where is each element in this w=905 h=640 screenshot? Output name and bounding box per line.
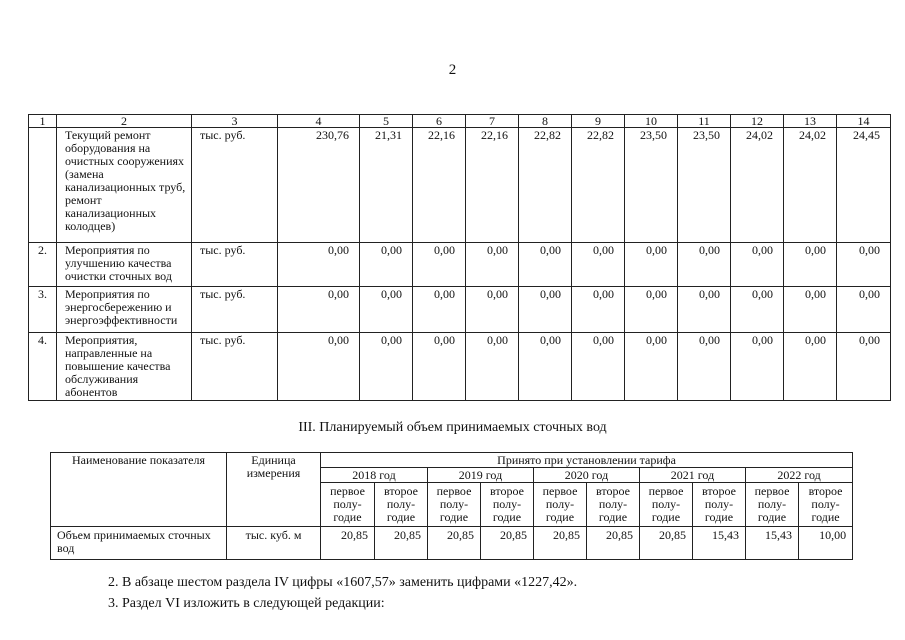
value-cell: 0,00	[466, 287, 519, 333]
value-cell: 0,00	[466, 333, 519, 401]
value-cell: 0,00	[360, 333, 413, 401]
value-cell: 0,00	[731, 333, 784, 401]
year-header: 2021 год	[640, 468, 746, 483]
column-header: 5	[360, 115, 413, 128]
column-header: 8	[519, 115, 572, 128]
row-unit: тыс. руб.	[192, 128, 278, 243]
second-half-header: второе полу-годие	[375, 483, 428, 527]
value-cell: 22,82	[519, 128, 572, 243]
measures-table	[28, 114, 891, 401]
table-row	[29, 243, 891, 287]
column-header: 7	[466, 115, 519, 128]
value-cell: 0,00	[413, 333, 466, 401]
year-header: 2019 год	[428, 468, 534, 483]
row-index: 4.	[29, 333, 57, 401]
second-half-header: второе полу-годие	[587, 483, 640, 527]
value-cell: 230,76	[278, 128, 360, 243]
value-cell: 23,50	[678, 128, 731, 243]
value-cell: 0,00	[784, 333, 837, 401]
page-number: 2	[448, 62, 457, 78]
column-header: 1	[29, 115, 57, 128]
row-index: 2.	[29, 243, 57, 287]
second-half-header: второе полу-годие	[481, 483, 534, 527]
section-title: III. Планируемый объем принимаемых сточных вод	[298, 420, 607, 435]
row-name: Мероприятия, направленные на повышение качества обслуживания абонентов	[57, 333, 192, 401]
value-cell: 0,00	[678, 287, 731, 333]
column-header: 9	[572, 115, 625, 128]
row-unit: тыс. руб.	[192, 243, 278, 287]
value-cell: 0,00	[731, 243, 784, 287]
value-cell: 0,00	[837, 287, 891, 333]
value-cell: 0,00	[837, 243, 891, 287]
year-header: 2020 год	[534, 468, 640, 483]
value-cell: 24,45	[837, 128, 891, 243]
value-cell: 0,00	[572, 333, 625, 401]
header-tariff-group: Принято при установлении тарифа	[321, 453, 853, 468]
value-cell: 20,85	[534, 527, 587, 560]
value-cell: 0,00	[360, 243, 413, 287]
value-cell: 0,00	[678, 333, 731, 401]
table-row	[29, 333, 891, 401]
row-unit: тыс. куб. м	[227, 527, 321, 560]
first-half-header: первое полу-годие	[321, 483, 375, 527]
value-cell: 0,00	[519, 243, 572, 287]
value-cell: 0,00	[413, 287, 466, 333]
value-cell: 0,00	[278, 333, 360, 401]
value-cell: 0,00	[466, 243, 519, 287]
value-cell: 20,85	[428, 527, 481, 560]
row-index: 3.	[29, 287, 57, 333]
value-cell: 20,85	[321, 527, 375, 560]
row-name: Мероприятия по улучшению качества очистки сточных вод	[57, 243, 192, 287]
volume-table	[50, 452, 853, 560]
year-header: 2022 год	[746, 468, 853, 483]
header-indicator-name: Наименование показателя	[51, 453, 227, 527]
value-cell: 20,85	[587, 527, 640, 560]
first-half-header: первое полу-годие	[746, 483, 799, 527]
column-header: 14	[837, 115, 891, 128]
value-cell: 0,00	[784, 287, 837, 333]
value-cell: 22,16	[466, 128, 519, 243]
table-row	[29, 128, 891, 243]
value-cell: 23,50	[625, 128, 678, 243]
value-cell: 0,00	[625, 333, 678, 401]
value-cell: 0,00	[572, 287, 625, 333]
column-header: 11	[678, 115, 731, 128]
column-header: 3	[192, 115, 278, 128]
value-cell: 0,00	[625, 243, 678, 287]
value-cell: 24,02	[731, 128, 784, 243]
paragraph-3: 3. Раздел VI изложить в следующей редакции:	[108, 596, 385, 611]
value-cell: 0,00	[413, 243, 466, 287]
value-cell: 24,02	[784, 128, 837, 243]
value-cell: 0,00	[278, 243, 360, 287]
column-header: 13	[784, 115, 837, 128]
year-header: 2018 год	[321, 468, 428, 483]
value-cell: 0,00	[360, 287, 413, 333]
value-cell: 20,85	[375, 527, 428, 560]
column-header: 12	[731, 115, 784, 128]
first-half-header: первое полу-годие	[640, 483, 693, 527]
column-header: 6	[413, 115, 466, 128]
value-cell: 0,00	[572, 243, 625, 287]
value-cell: 10,00	[799, 527, 853, 560]
row-name: Текущий ремонт оборудования на очистных сооружениях (замена канализационных труб, ремонт канализационных колодцев)	[57, 128, 192, 243]
paragraph-2: 2. В абзаце шестом раздела IV цифры «1607,57» заменить цифрами «1227,42».	[108, 575, 578, 590]
value-cell: 22,82	[572, 128, 625, 243]
value-cell: 21,31	[360, 128, 413, 243]
row-unit: тыс. руб.	[192, 333, 278, 401]
row-index	[29, 128, 57, 243]
column-header: 10	[625, 115, 678, 128]
value-cell: 0,00	[625, 287, 678, 333]
value-cell: 20,85	[481, 527, 534, 560]
first-half-header: первое полу-годие	[428, 483, 481, 527]
value-cell: 0,00	[519, 333, 572, 401]
table-row	[29, 287, 891, 333]
value-cell: 20,85	[640, 527, 693, 560]
value-cell: 0,00	[731, 287, 784, 333]
value-cell: 0,00	[837, 333, 891, 401]
value-cell: 15,43	[693, 527, 746, 560]
second-half-header: второе полу-годие	[693, 483, 746, 527]
value-cell: 15,43	[746, 527, 799, 560]
row-name: Мероприятия по энергосбережению и энергоэффективности	[57, 287, 192, 333]
value-cell: 0,00	[519, 287, 572, 333]
column-header: 2	[57, 115, 192, 128]
value-cell: 0,00	[678, 243, 731, 287]
row-name: Объем принимаемых сточных вод	[51, 527, 227, 560]
column-header: 4	[278, 115, 360, 128]
value-cell: 0,00	[784, 243, 837, 287]
second-half-header: второе полу-годие	[799, 483, 853, 527]
value-cell: 0,00	[278, 287, 360, 333]
table-header-row	[29, 115, 891, 128]
first-half-header: первое полу-годие	[534, 483, 587, 527]
header-unit: Единица измерения	[227, 453, 321, 527]
row-unit: тыс. руб.	[192, 287, 278, 333]
value-cell: 22,16	[413, 128, 466, 243]
